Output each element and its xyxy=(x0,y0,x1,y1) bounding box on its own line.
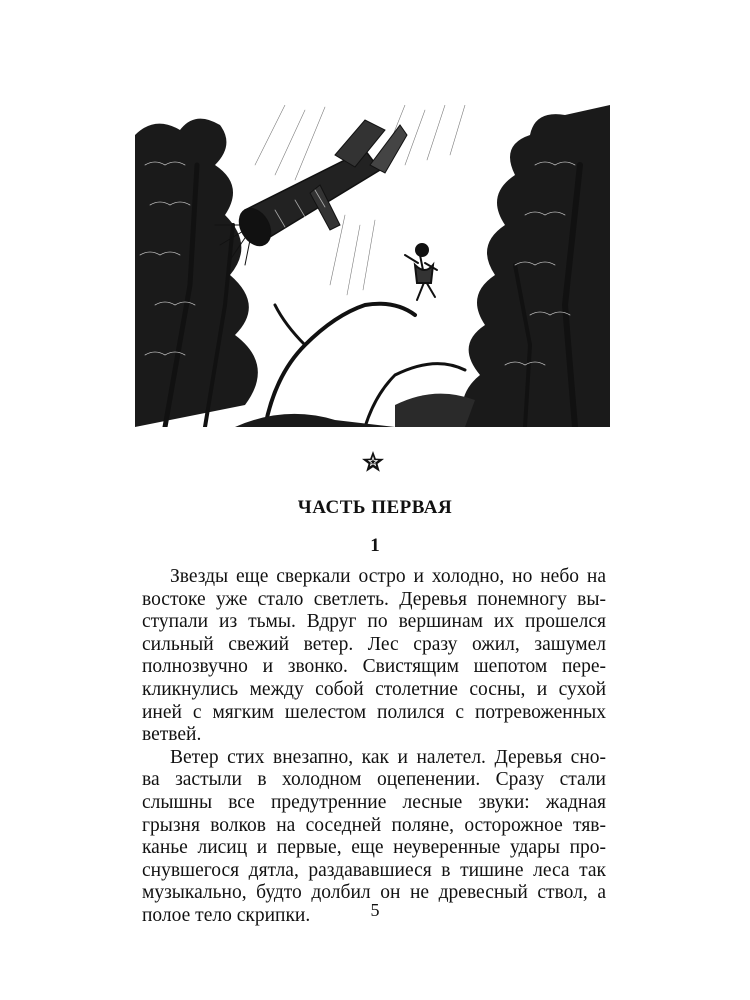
chapter-body-text xyxy=(142,566,606,928)
right-tree-mass xyxy=(462,105,610,427)
text-line: канье лисиц и первые, еще неуверенные удары про- xyxy=(142,837,606,859)
star-icon xyxy=(361,450,385,474)
star-ornament xyxy=(361,450,385,474)
text-line: востоке уже стало светлеть. Деревья понемногу вы- xyxy=(142,588,606,610)
forest-crash-drawing xyxy=(135,105,610,427)
text-line: Ветер стих внезапно, как и налетел. Деревья сно- xyxy=(170,746,606,768)
text-line: музыкально, будто долбил он не древесный ствол, а xyxy=(142,882,606,904)
part-title: ЧАСТЬ ПЕРВАЯ xyxy=(297,497,453,518)
text-line: полое тело скрипки. xyxy=(142,904,311,926)
text-line: грызня волков на соседней поляне, осторожное тяв- xyxy=(142,814,606,836)
text-line: слышны все предутренние лесные звуки: жадная xyxy=(142,791,606,813)
text-line: кликнулись между собой столетние сосны, и сухой xyxy=(142,678,606,700)
page-number: 5 xyxy=(370,900,380,920)
text-line: ступали из тьмы. Вдруг по вершинам их прошелся xyxy=(142,611,606,633)
text-line: снувшегося дятла, раздававшиеся в тишине леса так xyxy=(142,859,606,881)
text-line: полнозвучно и звонко. Свистящим шепотом пере- xyxy=(142,656,606,678)
falling-figure xyxy=(405,244,437,300)
text-line: ветвей. xyxy=(142,724,202,746)
text-line: иней с мягким шелестом полился с потревоженных xyxy=(142,701,606,723)
text-line: Звезды еще сверкали остро и холодно, но небо на xyxy=(170,566,606,587)
chapter-illustration xyxy=(135,105,610,427)
text-line: ва застыли в холодном оцепенении. Сразу стали xyxy=(142,769,606,791)
chapter-number: 1 xyxy=(370,535,380,556)
text-line: сильный свежий ветер. Лес сразу ожил, зашумел xyxy=(142,633,606,655)
plane-drawing xyxy=(233,120,407,251)
